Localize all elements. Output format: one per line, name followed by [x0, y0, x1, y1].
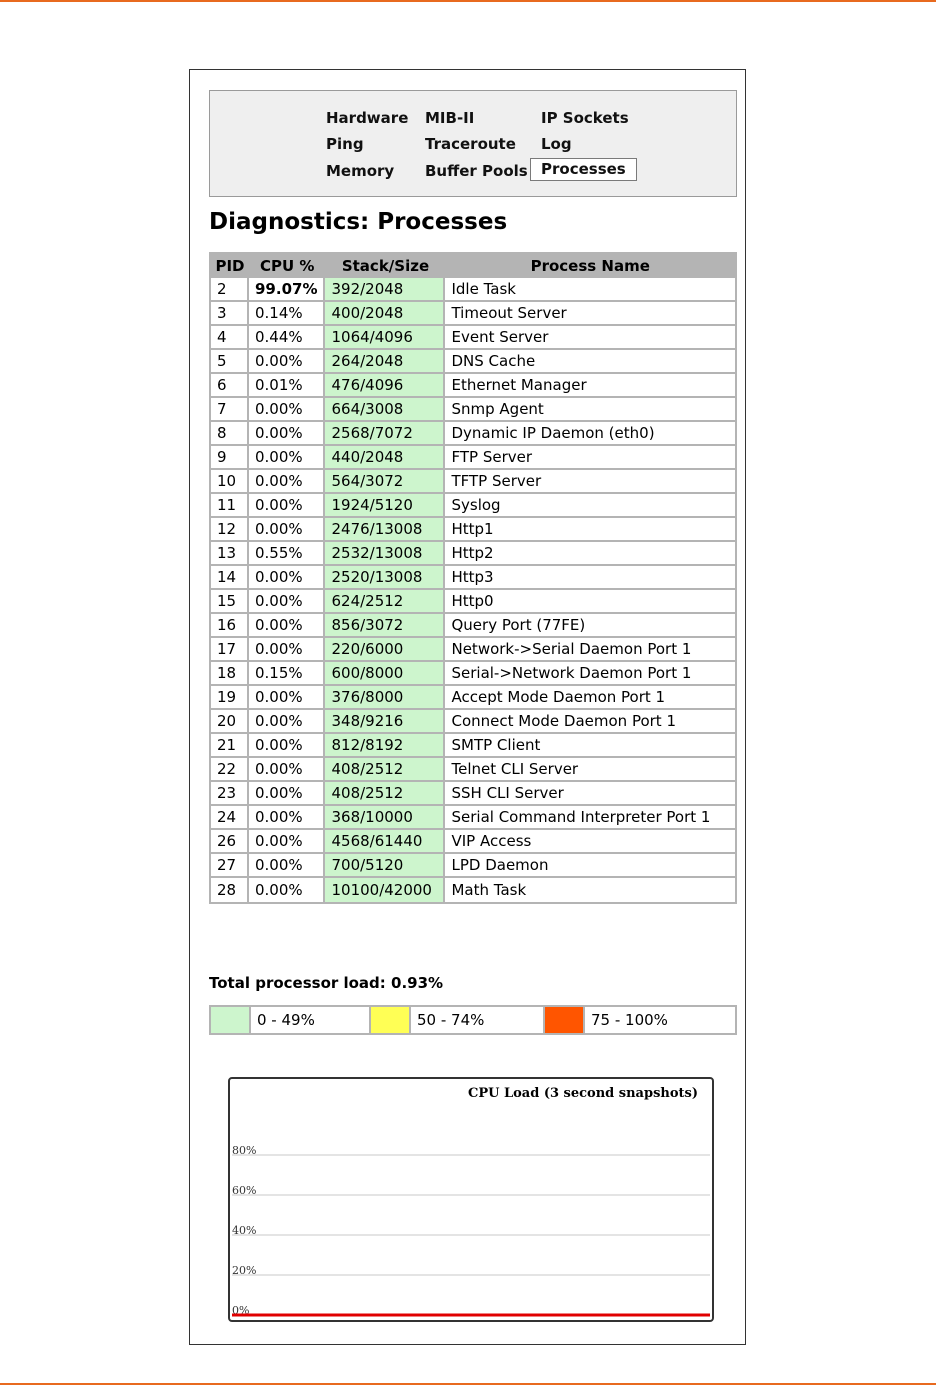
- process-name-cell: Network->Serial Daemon Port 1: [445, 638, 735, 662]
- top-accent-rule: [0, 0, 936, 2]
- stack-cell: 400/2048: [325, 302, 445, 326]
- stack-cell: 476/4096: [325, 374, 445, 398]
- process-name-cell: Serial Command Interpreter Port 1: [445, 806, 735, 830]
- cpu-cell: 0.00%: [249, 422, 325, 446]
- process-name-cell: Event Server: [445, 326, 735, 350]
- stack-cell: 376/8000: [325, 686, 445, 710]
- header-cpu: CPU %: [249, 254, 325, 278]
- pid-cell: 13: [211, 542, 249, 566]
- process-name-cell: Serial->Network Daemon Port 1: [445, 662, 735, 686]
- process-name-cell: Math Task: [445, 878, 735, 902]
- process-name-cell: Connect Mode Daemon Port 1: [445, 710, 735, 734]
- cpu-legend: [209, 1005, 737, 1035]
- process-name-cell: Syslog: [445, 494, 735, 518]
- process-name-cell: Dynamic IP Daemon (eth0): [445, 422, 735, 446]
- y-tick-label-40: 40%: [232, 1224, 257, 1237]
- table-row: [211, 758, 735, 782]
- pid-cell: 2: [211, 278, 249, 302]
- cpu-cell: 0.15%: [249, 662, 325, 686]
- process-name-cell: DNS Cache: [445, 350, 735, 374]
- pid-cell: 15: [211, 590, 249, 614]
- stack-cell: 2520/13008: [325, 566, 445, 590]
- table-row: [211, 590, 735, 614]
- page-title: Diagnostics: Processes: [209, 209, 508, 235]
- table-row: [211, 278, 735, 302]
- cpu-cell: 0.00%: [249, 518, 325, 542]
- stack-cell: 4568/61440: [325, 830, 445, 854]
- pid-cell: 21: [211, 734, 249, 758]
- process-name-cell: Timeout Server: [445, 302, 735, 326]
- nav-item-mib-ii[interactable]: MIB-II: [425, 109, 475, 127]
- process-name-cell: Idle Task: [445, 278, 735, 302]
- pid-cell: 12: [211, 518, 249, 542]
- pid-cell: 22: [211, 758, 249, 782]
- cpu-cell: 0.44%: [249, 326, 325, 350]
- stack-cell: 564/3072: [325, 470, 445, 494]
- process-name-cell: SSH CLI Server: [445, 782, 735, 806]
- table-row: [211, 878, 735, 902]
- table-row: [211, 686, 735, 710]
- stack-cell: 624/2512: [325, 590, 445, 614]
- nav-item-ip-sockets[interactable]: IP Sockets: [541, 109, 629, 127]
- cpu-cell: 0.00%: [249, 806, 325, 830]
- table-row: [211, 374, 735, 398]
- table-row: [211, 494, 735, 518]
- nav-item-log[interactable]: Log: [541, 135, 572, 153]
- table-row: [211, 710, 735, 734]
- cpu-cell: 0.00%: [249, 398, 325, 422]
- process-name-cell: Ethernet Manager: [445, 374, 735, 398]
- cpu-cell: 0.00%: [249, 494, 325, 518]
- pid-cell: 4: [211, 326, 249, 350]
- process-name-cell: SMTP Client: [445, 734, 735, 758]
- table-row: [211, 854, 735, 878]
- header-stack: Stack/Size: [325, 254, 445, 278]
- table-row: [211, 398, 735, 422]
- pid-cell: 27: [211, 854, 249, 878]
- cpu-cell: 0.00%: [249, 758, 325, 782]
- table-row: [211, 422, 735, 446]
- cpu-cell: 0.00%: [249, 566, 325, 590]
- nav-item-buffer-pools[interactable]: Buffer Pools: [425, 162, 528, 180]
- pid-cell: 24: [211, 806, 249, 830]
- process-name-cell: Http3: [445, 566, 735, 590]
- process-name-cell: Http0: [445, 590, 735, 614]
- cpu-cell: 0.00%: [249, 638, 325, 662]
- cpu-cell: 0.00%: [249, 734, 325, 758]
- cpu-cell: 0.00%: [249, 446, 325, 470]
- process-name-cell: Query Port (77FE): [445, 614, 735, 638]
- y-tick-label-80: 80%: [232, 1144, 257, 1157]
- stack-cell: 348/9216: [325, 710, 445, 734]
- pid-cell: 28: [211, 878, 249, 902]
- process-name-cell: Http1: [445, 518, 735, 542]
- stack-cell: 220/6000: [325, 638, 445, 662]
- y-tick-label-20: 20%: [232, 1264, 257, 1277]
- pid-cell: 8: [211, 422, 249, 446]
- process-name-cell: TFTP Server: [445, 470, 735, 494]
- table-row: [211, 662, 735, 686]
- cpu-cell: 0.00%: [249, 830, 325, 854]
- table-row: [211, 638, 735, 662]
- legend-label-mid: 50 - 74%: [411, 1007, 545, 1033]
- pid-cell: 6: [211, 374, 249, 398]
- nav-item-memory[interactable]: Memory: [326, 162, 395, 180]
- stack-cell: 2476/13008: [325, 518, 445, 542]
- process-name-cell: LPD Daemon: [445, 854, 735, 878]
- process-table: [209, 252, 737, 904]
- pid-cell: 7: [211, 398, 249, 422]
- chart-title: CPU Load (3 second snapshots): [467, 1086, 698, 1101]
- process-name-cell: Snmp Agent: [445, 398, 735, 422]
- nav-item-ping[interactable]: Ping: [326, 135, 364, 153]
- legend-swatch-low: [211, 1007, 251, 1033]
- legend-swatch-mid: [371, 1007, 411, 1033]
- header-process-name: Process Name: [445, 254, 735, 278]
- nav-item-processes[interactable]: Processes: [530, 158, 637, 181]
- stack-cell: 368/10000: [325, 806, 445, 830]
- y-tick-label-60: 60%: [232, 1184, 257, 1197]
- pid-cell: 20: [211, 710, 249, 734]
- stack-cell: 2532/13008: [325, 542, 445, 566]
- diagnostics-frame: [189, 69, 746, 1345]
- pid-cell: 19: [211, 686, 249, 710]
- cpu-cell: 0.00%: [249, 590, 325, 614]
- table-row: [211, 350, 735, 374]
- table-row: [211, 614, 735, 638]
- cpu-cell: 0.00%: [249, 878, 325, 902]
- cpu-cell: 0.00%: [249, 782, 325, 806]
- cpu-cell: 0.00%: [249, 614, 325, 638]
- table-row: [211, 806, 735, 830]
- stack-cell: 2568/7072: [325, 422, 445, 446]
- stack-cell: 664/3008: [325, 398, 445, 422]
- stack-cell: 1924/5120: [325, 494, 445, 518]
- cpu-load-chart-svg: [230, 1079, 712, 1320]
- cpu-cell: 0.00%: [249, 470, 325, 494]
- table-row: [211, 326, 735, 350]
- process-name-cell: Http2: [445, 542, 735, 566]
- table-row: [211, 518, 735, 542]
- pid-cell: 18: [211, 662, 249, 686]
- cpu-cell: 0.01%: [249, 374, 325, 398]
- pid-cell: 16: [211, 614, 249, 638]
- process-name-cell: Accept Mode Daemon Port 1: [445, 686, 735, 710]
- pid-cell: 11: [211, 494, 249, 518]
- stack-cell: 392/2048: [325, 278, 445, 302]
- table-header-row: [211, 254, 735, 278]
- cpu-cell: 0.14%: [249, 302, 325, 326]
- table-row: [211, 566, 735, 590]
- header-pid: PID: [211, 254, 249, 278]
- cpu-cell: 0.00%: [249, 854, 325, 878]
- cpu-cell: 0.00%: [249, 350, 325, 374]
- total-processor-load: Total processor load: 0.93%: [209, 974, 444, 992]
- nav-item-hardware[interactable]: Hardware: [326, 109, 409, 127]
- stack-cell: 408/2512: [325, 782, 445, 806]
- table-row: [211, 542, 735, 566]
- pid-cell: 9: [211, 446, 249, 470]
- legend-label-low: 0 - 49%: [251, 1007, 371, 1033]
- cpu-cell: 0.00%: [249, 710, 325, 734]
- stack-cell: 812/8192: [325, 734, 445, 758]
- y-tick-label-0: 0%: [232, 1304, 250, 1317]
- process-name-cell: FTP Server: [445, 446, 735, 470]
- cpu-load-chart: [228, 1077, 714, 1322]
- stack-cell: 440/2048: [325, 446, 445, 470]
- stack-cell: 1064/4096: [325, 326, 445, 350]
- pid-cell: 10: [211, 470, 249, 494]
- stack-cell: 10100/42000: [325, 878, 445, 902]
- cpu-cell: 0.55%: [249, 542, 325, 566]
- process-name-cell: VIP Access: [445, 830, 735, 854]
- table-row: [211, 782, 735, 806]
- legend-label-high: 75 - 100%: [591, 1011, 668, 1029]
- pid-cell: 3: [211, 302, 249, 326]
- stack-cell: 600/8000: [325, 662, 445, 686]
- stack-cell: 408/2512: [325, 758, 445, 782]
- table-row: [211, 734, 735, 758]
- nav-item-traceroute[interactable]: Traceroute: [425, 135, 516, 153]
- diagnostics-nav: [209, 90, 737, 197]
- pid-cell: 5: [211, 350, 249, 374]
- legend-swatch-high: [545, 1007, 585, 1033]
- process-rows: [211, 278, 735, 902]
- table-row: [211, 470, 735, 494]
- pid-cell: 23: [211, 782, 249, 806]
- cpu-cell: 99.07%: [249, 278, 325, 302]
- table-row: [211, 830, 735, 854]
- stack-cell: 700/5120: [325, 854, 445, 878]
- pid-cell: 17: [211, 638, 249, 662]
- process-name-cell: Telnet CLI Server: [445, 758, 735, 782]
- stack-cell: 856/3072: [325, 614, 445, 638]
- stack-cell: 264/2048: [325, 350, 445, 374]
- table-row: [211, 446, 735, 470]
- pid-cell: 26: [211, 830, 249, 854]
- cpu-cell: 0.00%: [249, 686, 325, 710]
- bottom-accent-rule: [0, 1383, 936, 1385]
- table-row: [211, 302, 735, 326]
- pid-cell: 14: [211, 566, 249, 590]
